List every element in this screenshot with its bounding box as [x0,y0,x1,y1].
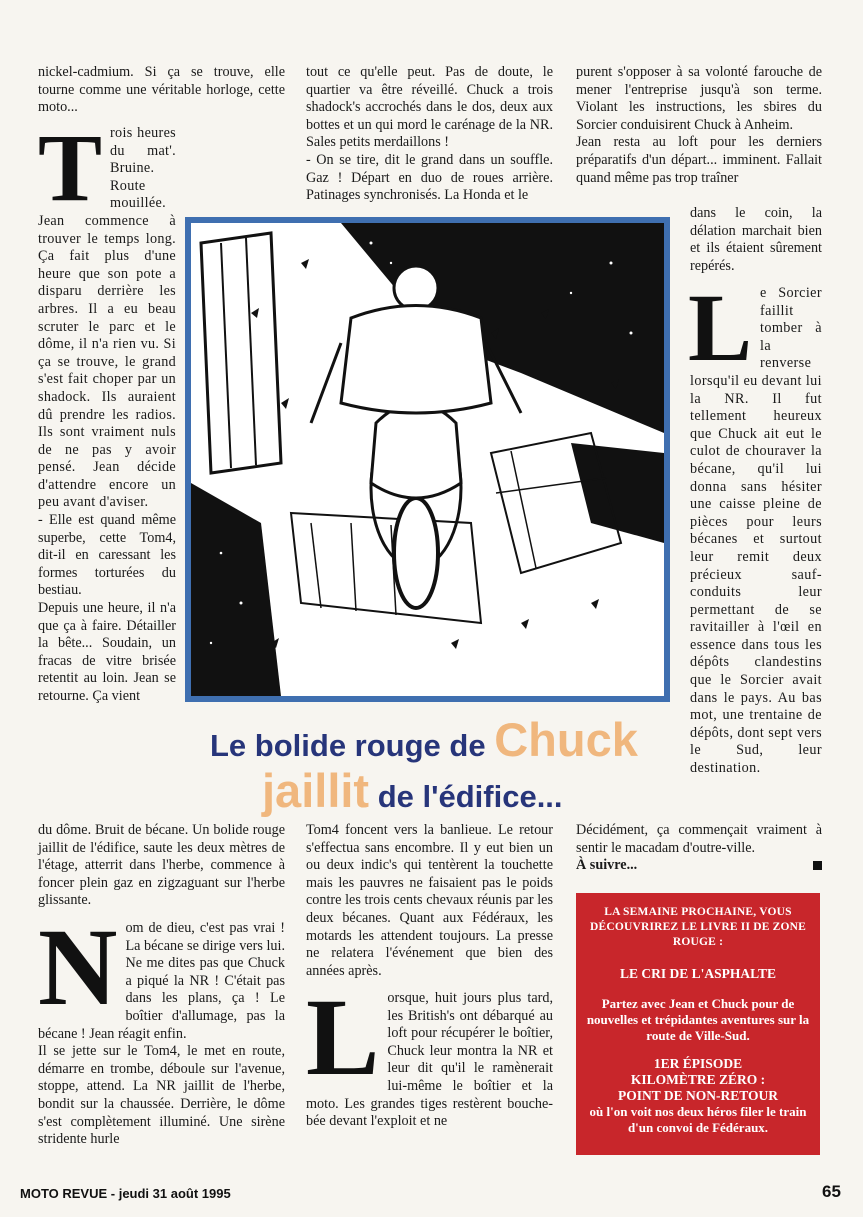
col1-para-1: nickel-cadmium. Si ça se trouve, elle tourne comme une véritable horloge, cette moto... [38,64,285,116]
next-week-promo-box [576,893,820,1155]
comic-illustration [191,223,664,696]
col1-para-7: Il se jette sur le Tom4, le met en route, démarre en trombe, déboule sur l'avenue, stoppe, attend. La NR jaillit de l'herbe, bondit sur la chaussée. Derrière, le dôme s'est complètement illuminé. Une sirène stridente hurle [38,1043,285,1148]
col1-para-4: Depuis une heure, il n'a que ça à faire. Détailler la bête... Soudain, un fracas de vitre brisée retentit au loin. Jean se retourne. Ça vient [38,600,176,704]
col3-para-4: e Sorcier faillit tomber à la renverse lorsqu'il eu devant lui la NR. Il fut tellement heureux que Chuck ait eut le culot de chouraver la bécane, qu'il lui donna sans hésiter une caisse pleine de pièces pour leurs bécanes et surtout leur remit deux précieux sauf-conduits leur permettant de se ravitailler à l'œil en essence dans tous les dépôts clandestins que le Sorcier avait dans le pays. Au bas mot, une trentaine de dépôts, dont sept vers le Sud, leur destination. [690,285,822,777]
headline-line-1 [210,712,638,767]
col1-para-3: - Elle est quand même superbe, cette Tom4, dit-il en caressant les formes torturées du bestiau. [38,512,176,599]
column-1-bottom [38,906,285,1149]
page-number: 65 [822,1182,841,1201]
dropcap-l-2: L [688,274,753,381]
column-2-bottom [306,976,553,1131]
headline-part-2: de l'édifice... [369,779,563,814]
col3-para-2: Jean resta au loft pour les derniers préparatifs d'un départ... imminent. Fallait quand même pas trop traîner [576,134,822,186]
column-1 [38,64,285,117]
column-3 [576,64,822,187]
promo-episode-text: où l'on voit nos deux héros filer le train d'un convoi de Fédéraux. [589,1104,807,1135]
column-2-lower [306,822,553,980]
column-1-dropcap-block [38,114,176,706]
promo-kicker: LA SEMAINE PROCHAINE, VOUS DÉCOUVRIREZ LE LIVRE II DE ZONE ROUGE : [589,906,807,948]
promo-episode-line-3: POINT DE NON-RETOUR [617,1088,779,1103]
col2-para-1: tout ce qu'elle peut. Pas de doute, le quartier va être réveillé. Chuck a trois shadock's accrochés dans le dos, deux aux bottes et un qui mord le carénage de la NR. Sales petits merdaillons ! [306,64,553,151]
col1-para-2: rois heures du mat'. Bruine. Route mouillée. Jean commence à trouver le temps long. Ça fait plus d'une heure que son pote a disparu derrière les arbres. Il a eu beau scruter le parc et le dôme, il n'a rien vu. Si ça se trouve, le grand s'est fait choper par un shadock. Ils auraient dû prendre les radios. Ils sont vraiment nuls de ne pas y avoir pensé. Jean décide d'attendre encore un peu avant d'aviser. [38,125,176,511]
col3-para-3: dans le coin, la délation marchait bien et ils étaient sûrement repérés. [690,205,822,274]
column-2 [306,64,553,205]
end-of-article-square [813,861,822,870]
headline-line-2 [262,763,563,818]
a-suivre-line [576,857,822,875]
col1-para-6: om de dieu, c'est pas vrai ! La bécane se dirige vers lui. Ne me dites pas que Chuck a piqué la NR ! C'était pas dans les plans, ça ! Le boîtier d'allumage, pas la bécane ! Jean réagit enfin. [38,920,285,1042]
promo-body: Partez avec Jean et Chuck pour de nouvelles et trépidantes aventures sur la route de Ville-Sud. [586,996,810,1043]
motorcycle-rider-drawing [191,223,664,696]
column-1-lower [38,822,285,910]
headline-jaillit: jaillit [262,764,370,817]
dropcap-l-1: L [306,976,380,1098]
a-suivre: À suivre... [576,857,638,874]
column-3-right [690,205,822,275]
comic-illustration-frame [185,217,670,702]
promo-title: LE CRI DE L'ASPHALTE [620,966,776,981]
col2-para-2: - On se tire, dit le grand dans un souffle. Gaz ! Départ en duo de roues arrière. Patinages synchronisés. La Honda et le [306,151,553,204]
column-3-dropcap-block [688,274,822,778]
promo-episode-line-2: KILOMÈTRE ZÉRO : [630,1072,766,1087]
dropcap-t: T [38,114,103,221]
headline-chuck: Chuck [494,713,638,766]
promo-episode [584,1056,812,1104]
promo-episode-line-1: 1ER ÉPISODE [653,1056,743,1071]
column-3-lower [576,822,822,875]
col2-para-4: orsque, huit jours plus tard, les British's ont débarqué au loft pour récupérer le boîtier, Chuck leur montra la NR et leur dit qu'il le ramènerait lui-même le boîtier et la moto. Les grandes tiges restèrent bouche-bée devant l'exploit et ne [306,990,553,1130]
col3-para-1: purent s'opposer à sa volonté farouche de mener l'entreprise jusqu'à son terme. Violant les instructions, les sbires du Sorcier conduisirent Chuck à Anheim. [576,64,822,133]
dropcap-n: N [38,906,118,1028]
col3-para-5: Décidément, ça commençait vraiment à sentir le macadam d'outre-ville. [576,822,822,856]
col1-para-5: du dôme. Bruit de bécane. Un bolide rouge jaillit de l'édifice, saute les deux mètres de l'étage, atterrit dans l'herbe, commence à foncer plein gaz en zigzaguant sur l'herbe glissante. [38,822,285,909]
magazine-footer: MOTO REVUE - jeudi 31 août 1995 [20,1186,231,1201]
col2-para-3: Tom4 foncent vers la banlieue. Le retour s'effectua sans encombre. Il y eut bien un ou deux indic's qui tentèrent la touchette mais les pauvres ne faisaient pas le poids contre les trois cents chevaux réunis par les deux bécanes. Quant aux Fédéraux, les motards les attendent toujours. La presse ne relatera l'événement que bien des années après. [306,822,553,979]
headline-part-1: Le bolide rouge de [210,728,495,763]
